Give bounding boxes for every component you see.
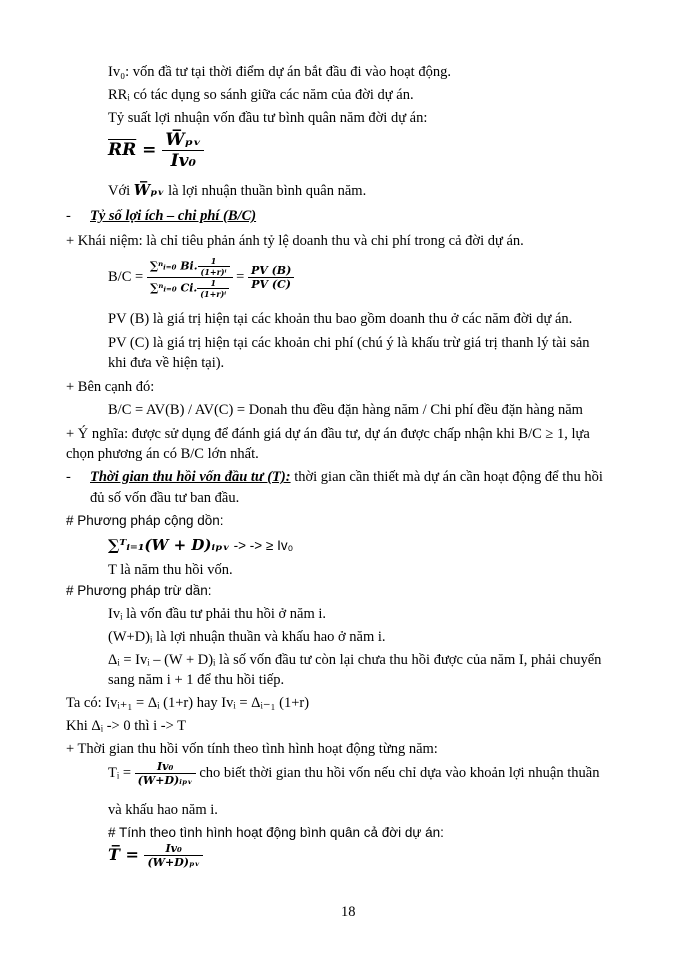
formula-bc-num-sum: ∑ⁿᵢ₌₀ Bi. bbox=[149, 259, 198, 273]
line-ti-cont: và khấu hao năm i. bbox=[108, 802, 218, 818]
line-iv0-definition: Iv₀: vốn đầ tư tại thời điểm dự án bắt đầu đi vào hoạt động. bbox=[108, 64, 451, 80]
line-delta-definition-cont: sang năm i + 1 để thu hồi tiếp. bbox=[108, 672, 285, 688]
line-pvb-definition: PV (B) là giá trị hiện tại các khoản thu bao gồm doanh thu ở các năm đời dự án. bbox=[108, 311, 573, 327]
formula-rr-denominator: Iv₀ bbox=[170, 151, 196, 171]
line-pvc-definition-cont: khi đưa về hiện tại). bbox=[108, 355, 225, 371]
line-recurrence: Ta có: Ivᵢ₊₁ = Δᵢ (1+r) hay Ivᵢ = Δᵢ₋₁ (1+r) bbox=[66, 695, 310, 711]
formula-bc-eq: = bbox=[236, 268, 245, 285]
formula-bc-den-disc: (1+r)ⁱ bbox=[200, 289, 227, 299]
line-rri-definition: RRᵢ có tác dụng so sánh giữa các năm của đời dự án. bbox=[108, 87, 414, 103]
formula-rr bbox=[108, 130, 204, 171]
formula-cumulative bbox=[108, 533, 293, 558]
line-bc-concept: + Khái niệm: là chỉ tiêu phản ánh tỷ lệ doanh thu và chi phí trong cả đời dự án. bbox=[66, 233, 524, 249]
formula-bc-pvb: PV (B) bbox=[248, 264, 294, 278]
formula-tbar-denominator: (W+D)ₚᵥ bbox=[147, 856, 200, 869]
formula-tbar-eq: = bbox=[119, 845, 145, 864]
line-ivi-definition: Ivᵢ là vốn đầu tư phải thu hồi ở năm i. bbox=[108, 606, 327, 622]
formula-bc bbox=[108, 256, 294, 299]
heading-payback-period: Thời gian thu hồi vốn đầu tư (T): bbox=[90, 469, 291, 485]
line-wpv-definition bbox=[108, 181, 366, 201]
line-payback-definition-text: thời gian cần thiết mà dự án cần hoạt động để thu hồi bbox=[290, 469, 603, 485]
formula-bc-num-disc: (1+r)ⁱ bbox=[200, 267, 227, 277]
line-payback-definition bbox=[90, 467, 603, 487]
line-wd-definition: (W+D)ᵢ là lợi nhuận thuần và khấu hao ở năm i. bbox=[108, 629, 386, 645]
line-limit: Khi Δᵢ -> 0 thì i -> T bbox=[66, 718, 187, 734]
formula-bc-lhs: B/C = bbox=[108, 268, 144, 285]
line-rr-intro: Tỷ suất lợi nhuận vốn đầu tư bình quân năm đời dự án: bbox=[108, 110, 428, 126]
line-yearly-heading: + Thời gian thu hồi vốn tính theo tình hình hoạt động từng năm: bbox=[66, 741, 438, 757]
line-t-definition: T là năm thu hồi vốn. bbox=[108, 562, 233, 578]
line-pvc-definition: PV (C) là giá trị hiện tại các khoản chi phí (chú ý là khấu trừ giá trị thanh lý tài sản bbox=[108, 335, 590, 351]
bullet-dash-payback: - bbox=[66, 469, 71, 485]
formula-cumulative-sum: ∑ᵀᵢ₌₁(W + D)ᵢₚᵥ bbox=[108, 536, 230, 554]
heading-bc-ratio: Tỷ số lợi ích – chi phí (B/C) bbox=[90, 208, 257, 224]
heading-average-method: # Tính theo tình hình hoạt động bình quân cả đời dự án: bbox=[108, 825, 444, 840]
formula-rr-numerator: W̅ₚᵥ bbox=[162, 130, 204, 151]
line-bc-meaning-cont: chọn phương án có B/C lớn nhất. bbox=[66, 446, 259, 462]
line-bc-av: B/C = AV(B) / AV(C) = Donah thu đều đặn hàng năm / Chi phí đều đặn hàng năm bbox=[108, 402, 583, 418]
formula-bc-num-one: 1 bbox=[198, 256, 230, 267]
bullet-dash-bc: - bbox=[66, 208, 71, 224]
formula-ti-explanation: cho biết thời gian thu hồi vốn nếu chỉ dựa vào khoản lợi nhuận thuần bbox=[195, 764, 600, 781]
formula-bc-den-one: 1 bbox=[197, 278, 229, 289]
line-delta-definition: Δᵢ = Ivᵢ – (W + D)ᵢ là số vốn đầu tư còn lại chưa thu hồi được của năm I, phải chuyển bbox=[108, 652, 602, 668]
formula-ti bbox=[108, 760, 599, 787]
line-wpv-suffix: là lợi nhuận thuần bình quân năm. bbox=[168, 183, 367, 199]
formula-tbar bbox=[108, 842, 203, 869]
formula-ti-numerator: Iv₀ bbox=[135, 760, 196, 774]
formula-bc-den-sum: ∑ⁿᵢ₌₀ Ci. bbox=[150, 281, 198, 295]
line-wpv-prefix: Với bbox=[108, 183, 131, 199]
wpv-symbol: W̅ₚᵥ bbox=[133, 182, 165, 199]
line-besides: + Bên cạnh đó: bbox=[66, 379, 155, 395]
formula-cumulative-tail: -> -> ≥ Iv₀ bbox=[229, 538, 294, 553]
formula-bc-pvc: PV (C) bbox=[251, 278, 292, 291]
formula-ti-denominator: (W+D)ᵢₚᵥ bbox=[137, 774, 193, 787]
formula-tbar-lhs: T̅ bbox=[108, 845, 120, 864]
heading-subtractive-method: # Phương pháp trừ dần: bbox=[66, 583, 212, 598]
formula-rr-eq: = bbox=[136, 140, 163, 160]
formula-tbar-numerator: Iv₀ bbox=[144, 842, 202, 856]
line-payback-definition-cont: đủ số vốn đầu tư ban đầu. bbox=[90, 490, 240, 506]
line-bc-meaning: + Ý nghĩa: được sử dụng để đánh giá dự án đầu tư, dự án được chấp nhận khi B/C ≥ 1, lựa bbox=[66, 426, 590, 442]
heading-cumulative-method: # Phương pháp cộng dồn: bbox=[66, 513, 224, 528]
formula-rr-lhs: $\overline{RR}$ bbox=[108, 140, 137, 160]
formula-ti-lhs: Tᵢ = bbox=[108, 764, 135, 781]
page-number: 18 bbox=[341, 904, 356, 920]
